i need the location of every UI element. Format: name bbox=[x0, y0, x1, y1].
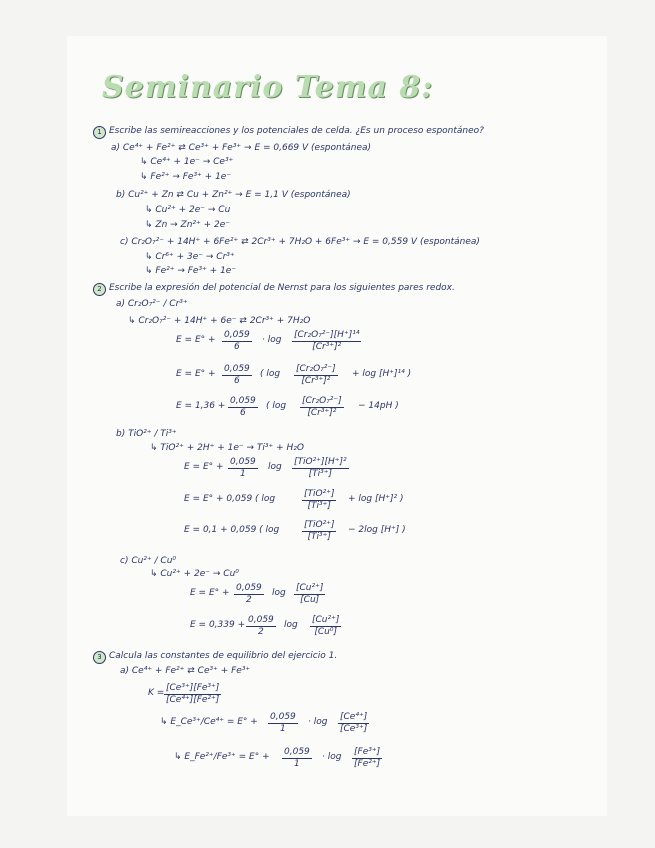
denominator: 1 bbox=[280, 724, 286, 734]
q1-heading: Escribe las semireacciones y los potenciales de celda. ¿Es un proceso espontáneo? bbox=[109, 126, 484, 136]
denominator: 6 bbox=[240, 408, 246, 418]
q3-k-ratio bbox=[164, 683, 221, 706]
q2-c-eq1-ratio bbox=[294, 583, 325, 606]
q2-c-eq2-left: E = 0,339 + bbox=[190, 620, 246, 630]
q3-a-reaction: a) Ce⁴⁺ + Fe²⁺ ⇄ Ce³⁺ + Fe³⁺ bbox=[120, 666, 251, 676]
q2-a-label: a) Cr₂O₇²⁻ / Cr³⁺ bbox=[116, 299, 188, 309]
denominator: 2 bbox=[258, 627, 264, 637]
q2-a-eq3-factor bbox=[228, 396, 258, 419]
q2-a-eq3-left: E = 1,36 + bbox=[176, 401, 226, 411]
q1-b-half1: ↳ Cu²⁺ + 2e⁻ → Cu bbox=[145, 205, 231, 215]
q2-b-eq2-left: E = E° + 0,059 ( log bbox=[184, 494, 276, 504]
q3-heading: Calcula las constantes de equilibrio del ejercicio 1. bbox=[109, 651, 338, 661]
q2-a-eq2-tail: + log [H⁺]¹⁴ ) bbox=[352, 369, 412, 379]
q2-b-eq3-ratio bbox=[302, 520, 336, 543]
numerator: [Cr₂O₇²⁻][H⁺]¹⁴ bbox=[294, 330, 360, 340]
q2-a-eq3-tail: − 14pH ) bbox=[358, 401, 399, 411]
q3-e1-factor bbox=[268, 712, 298, 735]
question-number-1: 1 bbox=[93, 126, 106, 139]
q2-a-eq2-open: ( log bbox=[260, 369, 281, 379]
numerator: [Cr₂O₇²⁻] bbox=[296, 364, 336, 374]
denominator: [Cr³⁺]² bbox=[312, 342, 342, 352]
numerator: [Cu²⁺] bbox=[296, 583, 324, 593]
q2-b-eq3-left: E = 0,1 + 0,059 ( log bbox=[184, 525, 280, 535]
numerator: [Cr₂O₇²⁻] bbox=[302, 396, 342, 406]
denominator: [Cu⁰] bbox=[314, 627, 337, 637]
numerator: 0,059 bbox=[284, 747, 310, 757]
denominator: 1 bbox=[240, 469, 246, 479]
q2-b-eq1-ratio bbox=[292, 457, 349, 480]
denominator: [Ti³⁺] bbox=[307, 501, 331, 511]
q2-c-eq2-ratio bbox=[310, 615, 341, 638]
numerator: [Fe³⁺] bbox=[354, 747, 381, 757]
q2-c-eq2-log: log bbox=[284, 620, 298, 630]
numerator: [TiO²⁺][H⁺]² bbox=[294, 457, 347, 467]
q2-a-eq3-open: ( log bbox=[266, 401, 287, 411]
denominator: 6 bbox=[234, 376, 240, 386]
q3-e1-left: ↳ E_Ce³⁺/Ce⁴⁺ = E° + bbox=[160, 717, 258, 727]
q1-b-half2: ↳ Zn → Zn²⁺ + 2e⁻ bbox=[145, 220, 231, 230]
q1-c-half2: ↳ Fe²⁺ → Fe³⁺ + 1e⁻ bbox=[145, 266, 237, 276]
q3-e1-ratio bbox=[338, 712, 369, 735]
denominator: [Ti³⁺] bbox=[308, 469, 332, 479]
q2-c-eq1-log: log bbox=[272, 588, 286, 598]
q2-a-reaction: ↳ Cr₂O₇²⁻ + 14H⁺ + 6e⁻ ⇄ 2Cr³⁺ + 7H₂O bbox=[128, 316, 311, 326]
q1-c-half1: ↳ Cr⁶⁺ + 3e⁻ → Cr³⁺ bbox=[145, 252, 235, 262]
numerator: [TiO²⁺] bbox=[304, 489, 335, 499]
q2-b-label: b) TiO²⁺ / Ti³⁺ bbox=[116, 429, 177, 439]
q2-b-eq1-log: log bbox=[268, 462, 282, 472]
q2-b-eq3-tail: − 2log [H⁺] ) bbox=[348, 525, 406, 535]
q3-e2-factor bbox=[282, 747, 312, 770]
q2-c-eq1-left: E = E° + bbox=[190, 588, 230, 598]
q2-c-eq2-factor bbox=[246, 615, 276, 638]
q3-k-left: K = bbox=[148, 688, 165, 698]
q3-e2-ratio bbox=[352, 747, 382, 770]
q1-c-reaction: c) Cr₂O₇²⁻ + 14H⁺ + 6Fe²⁺ ⇄ 2Cr³⁺ + 7H₂O + 6Fe³⁺ → E = 0,559 V (espontánea) bbox=[120, 237, 480, 247]
q2-a-eq1-left: E = E° + bbox=[176, 335, 216, 345]
q3-e2-left: ↳ E_Fe²⁺/Fe³⁺ = E° + bbox=[174, 752, 270, 762]
denominator: [Cr³⁺]² bbox=[301, 376, 331, 386]
numerator: [TiO²⁺] bbox=[304, 520, 335, 530]
q1-a-half2: ↳ Fe²⁺ → Fe³⁺ + 1e⁻ bbox=[140, 172, 232, 182]
denominator: 2 bbox=[246, 595, 252, 605]
q2-b-eq1-left: E = E° + bbox=[184, 462, 224, 472]
denominator: [Fe²⁺] bbox=[354, 759, 381, 769]
q1-b-reaction: b) Cu²⁺ + Zn ⇄ Cu + Zn²⁺ → E = 1,1 V (espontánea) bbox=[116, 190, 351, 200]
q3-e2-log: · log bbox=[322, 752, 342, 762]
question-number-2: 2 bbox=[93, 283, 106, 296]
denominator: [Cu] bbox=[300, 595, 320, 605]
numerator: [Ce³⁺][Fe³⁺] bbox=[166, 683, 220, 693]
numerator: 0,059 bbox=[270, 712, 296, 722]
numerator: [Cu²⁺] bbox=[312, 615, 340, 625]
denominator: [Ce³⁺] bbox=[340, 724, 368, 734]
q1-a-reaction: a) Ce⁴⁺ + Fe²⁺ ⇄ Ce³⁺ + Fe³⁺ → E = 0,669 V (espontánea) bbox=[111, 143, 372, 153]
q2-a-eq3-ratio bbox=[300, 396, 344, 419]
q2-a-eq2-factor bbox=[222, 364, 252, 387]
q3-e1-log: · log bbox=[308, 717, 328, 727]
denominator: 1 bbox=[294, 759, 300, 769]
numerator: 0,059 bbox=[230, 457, 256, 467]
denominator: 6 bbox=[234, 342, 240, 352]
q2-a-eq1-log: · log bbox=[262, 335, 282, 345]
q2-c-reaction: ↳ Cu²⁺ + 2e⁻ → Cu⁰ bbox=[150, 569, 239, 579]
numerator: 0,059 bbox=[224, 364, 250, 374]
q2-heading: Escribe la expresión del potencial de Nernst para los siguientes pares redox. bbox=[109, 283, 455, 293]
q2-a-eq1-factor bbox=[222, 330, 252, 353]
q2-c-label: c) Cu²⁺ / Cu⁰ bbox=[120, 556, 177, 566]
q2-b-eq1-factor bbox=[228, 457, 258, 480]
numerator: 0,059 bbox=[224, 330, 250, 340]
q2-a-eq1-ratio bbox=[292, 330, 361, 353]
q2-b-reaction: ↳ TiO²⁺ + 2H⁺ + 1e⁻ → Ti³⁺ + H₂O bbox=[150, 443, 304, 453]
numerator: 0,059 bbox=[248, 615, 274, 625]
numerator: 0,059 bbox=[236, 583, 262, 593]
q2-b-eq2-ratio bbox=[302, 489, 336, 512]
q2-a-eq2-left: E = E° + bbox=[176, 369, 216, 379]
numerator: [Ce⁴⁺] bbox=[340, 712, 368, 722]
q1-a-half1: ↳ Ce⁴⁺ + 1e⁻ → Ce³⁺ bbox=[140, 157, 234, 167]
q2-a-eq2-ratio bbox=[294, 364, 338, 387]
numerator: 0,059 bbox=[230, 396, 256, 406]
q2-b-eq2-tail: + log [H⁺]² ) bbox=[348, 494, 404, 504]
q2-c-eq1-factor bbox=[234, 583, 264, 606]
denominator: [Cr³⁺]² bbox=[307, 408, 337, 418]
denominator: [Ce⁴⁺][Fe²⁺] bbox=[166, 695, 220, 705]
question-number-3: 3 bbox=[93, 651, 106, 664]
page-title: Seminario Tema 8: bbox=[102, 70, 434, 105]
denominator: [Ti³⁺] bbox=[307, 532, 331, 542]
